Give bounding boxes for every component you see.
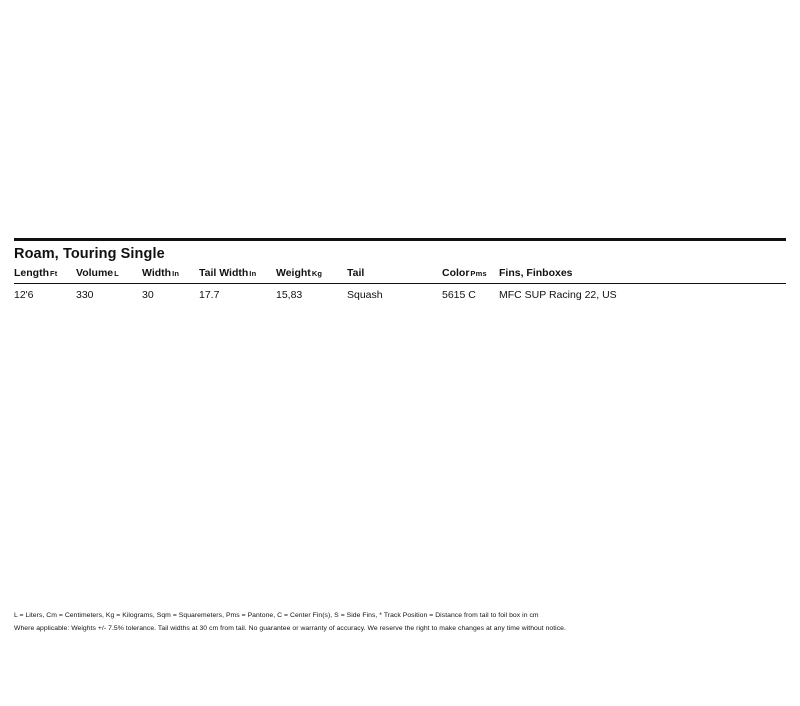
column-header-width-label: Width <box>142 266 172 279</box>
cell-volume: 330 <box>76 288 94 301</box>
column-header-volume-unit: L <box>114 268 119 278</box>
cell-color: 5615 C <box>442 288 476 301</box>
footnote-abbreviations: L = Liters, Cm = Centimeters, Kg = Kilograms, Sqm = Squaremeters, Pms = Pantone, C = Center Fin(s), S = Side Fins, * Track Position = Distance from tail to foil box in cm <box>14 612 539 619</box>
title-top-rule <box>14 238 786 241</box>
footnotes <box>14 610 786 636</box>
column-header-volume-label: Volume <box>76 266 114 279</box>
spec-table-block <box>14 238 786 301</box>
spec-sheet <box>14 0 786 706</box>
column-header-tail-width-unit: In <box>249 268 257 278</box>
cell-fins: MFC SUP Racing 22, US <box>499 288 617 301</box>
column-header-color-unit: Pms <box>470 268 487 278</box>
column-header-tail-width-label: Tail Width <box>199 266 249 279</box>
column-header-weight-label: Weight <box>276 266 311 279</box>
column-header-tail-width <box>199 267 276 284</box>
column-header-length-unit: Ft <box>50 268 58 278</box>
column-header-fins-unit <box>573 269 574 278</box>
column-header-volume <box>76 267 142 284</box>
column-header-weight <box>276 267 347 284</box>
cell-length: 12'6 <box>14 288 34 301</box>
table-row <box>14 283 786 301</box>
table-header-row <box>14 267 786 284</box>
cell-width: 30 <box>142 288 154 301</box>
column-header-weight-unit: Kg <box>311 268 323 278</box>
column-header-tail-unit <box>364 269 365 278</box>
cell-tail-width: 17.7 <box>199 288 220 301</box>
spec-table <box>14 267 786 301</box>
column-header-tail <box>347 267 442 284</box>
column-header-color <box>442 267 499 284</box>
spec-title: Roam, Touring Single <box>14 246 165 262</box>
column-header-tail-label: Tail <box>347 266 365 279</box>
column-header-color-label: Color <box>442 266 470 279</box>
column-header-length <box>14 267 76 284</box>
footnote-disclaimer: Where applicable: Weights +/- 7.5% tolerance. Tail widths at 30 cm from tail. No guarantee or warranty of accuracy. We reserve the right to make changes at any time without notice. <box>14 624 566 632</box>
column-header-width-unit: In <box>172 268 180 278</box>
column-header-fins <box>499 267 786 284</box>
column-header-length-label: Length <box>14 266 49 279</box>
cell-tail: Squash <box>347 288 383 301</box>
column-header-fins-label: Fins, Finboxes <box>499 266 573 279</box>
cell-weight: 15,83 <box>276 288 303 301</box>
column-header-width <box>142 267 199 284</box>
